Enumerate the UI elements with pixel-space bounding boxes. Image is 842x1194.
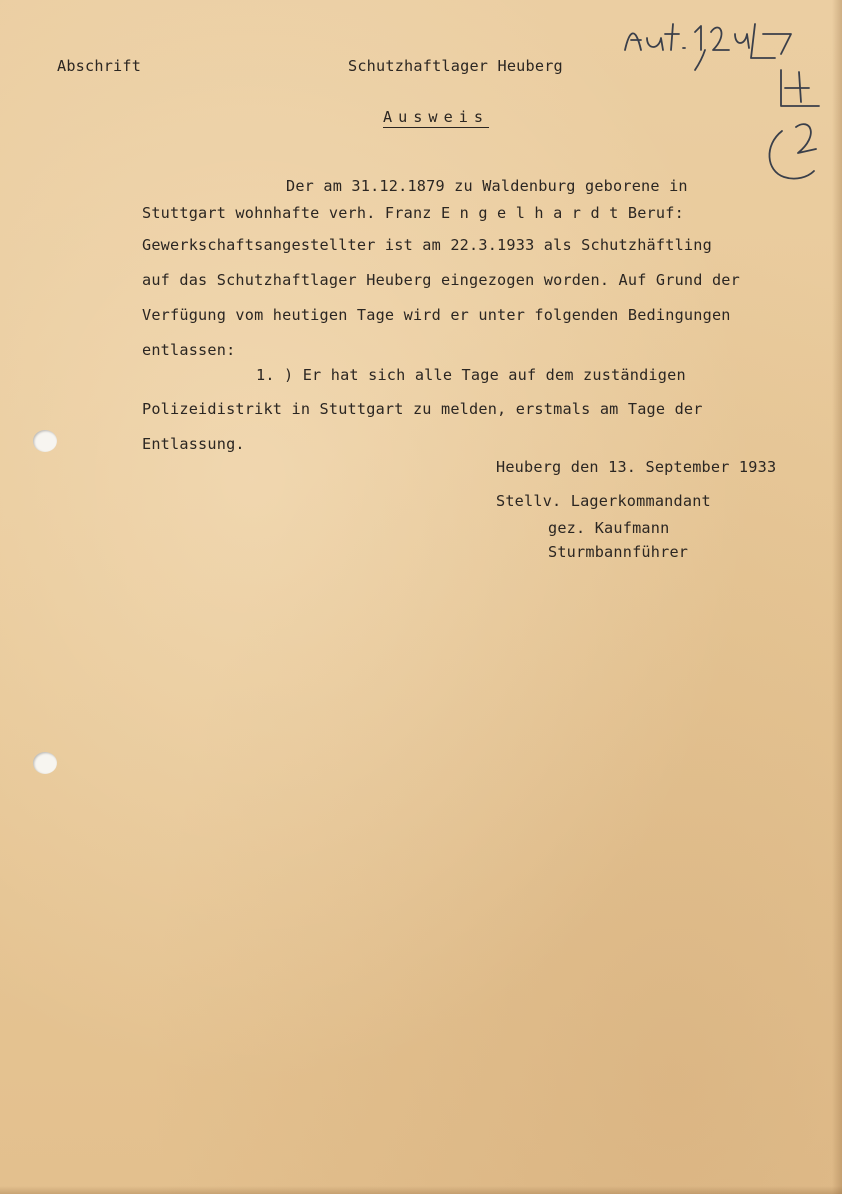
place-date: Heuberg den 13. September 1933 [496,458,777,476]
paper-edge-shadow [832,0,842,1194]
abschrift-label: Abschrift [57,57,142,75]
condition-1: 1. ) Er hat sich alle Tage auf dem zuständigen [256,366,686,384]
body-line-5: Verfügung vom heutigen Tage wird er unter folgenden Bedingungen [142,306,731,324]
body-line-6: entlassen: [142,341,236,359]
handwritten-mark-a [775,62,825,112]
camp-name-header: Schutzhaftlager Heuberg [348,57,563,75]
signed-by: gez. Kaufmann [548,519,670,537]
body-line-4: auf das Schutzhaftlager Heuberg eingezogen worden. Auf Grund der [142,271,740,289]
handwritten-archive-note [615,10,815,70]
body-line-1: Der am 31.12.1879 zu Waldenburg geborene in [286,177,688,195]
punch-hole-upper [33,430,57,452]
document-title: Ausweis [383,108,490,126]
paper-edge-shadow-bottom [0,1186,842,1194]
punch-hole-lower [33,752,57,774]
handwritten-mark-2 [762,115,822,185]
signer-rank: Sturmbannführer [548,543,689,561]
signer-title: Stellv. Lagerkommandant [496,492,711,510]
body-line-2: Stuttgart wohnhafte verh. Franz E n g e l h a r d t Beruf: [142,204,684,222]
body-line-8: Polizeidistrikt in Stuttgart zu melden, erstmals am Tage der [142,400,703,418]
body-line-9: Entlassung. [142,435,245,453]
body-line-3: Gewerkschaftsangestellter ist am 22.3.1933 als Schutzhäftling [142,236,712,254]
